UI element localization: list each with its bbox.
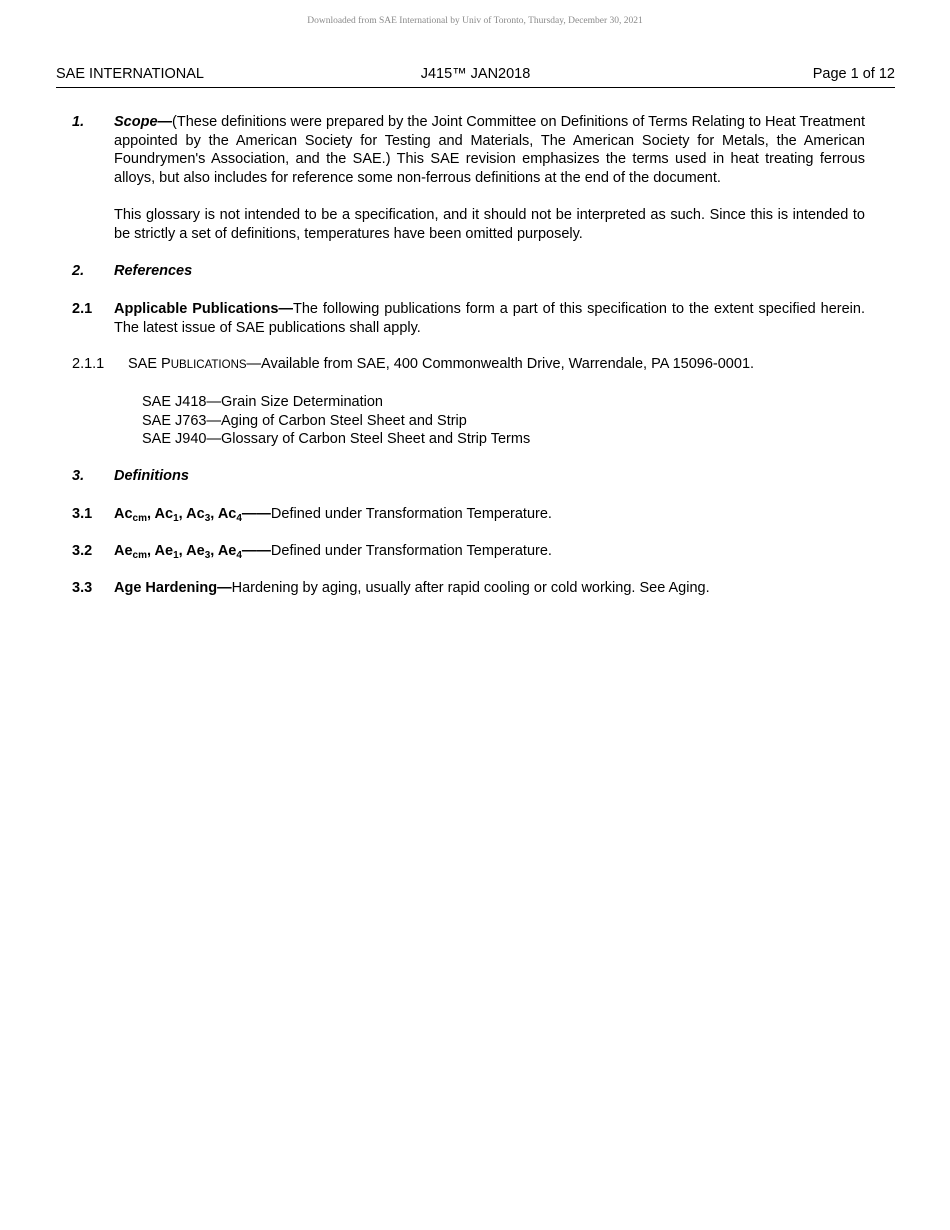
page-header — [56, 66, 895, 88]
section-number: 3.1 — [72, 506, 93, 522]
section-2-1-applicable-publications — [72, 300, 865, 337]
section-3-definitions — [72, 467, 865, 486]
section-text: The following publications form a part of this specification to the extent specified herein. The latest issue of SAE publications shall apply. — [114, 301, 865, 336]
definition-body — [114, 542, 865, 561]
section-body — [128, 355, 865, 375]
section-number: 2.1.1 — [72, 356, 105, 372]
definition-3-3 — [72, 579, 865, 598]
definition-3-2 — [72, 542, 865, 561]
definition-body — [114, 579, 865, 598]
definition-term: $Ac_{cm}$, $Ac_1$, $Ac_3$, $Ac_4——$ — [114, 506, 271, 524]
definition-body — [114, 505, 865, 524]
header-document-id: J415™ JAN2018 — [420, 66, 531, 82]
list-item: SAE J940—Glossary of Carbon Steel Sheet and Strip Terms — [142, 431, 531, 448]
section-text: (These definitions were prepared by the Joint Committee on Definitions of Terms Relating to Heat Treatment appointed by the American Society for Testing and Materials, The American Society for Metals, the American Foundrymen's Association, and the SAE.) This SAE revision emphasizes the terms used in heat treating ferrous alloys, but also includes for reference some non-ferrous definitions at the end of the document. — [114, 114, 865, 187]
definition-term: $Ae_{cm}$, $Ae_1$, $Ae_3$, $Ae_4——$ — [114, 543, 271, 561]
section-1-scope — [72, 113, 865, 188]
definition-3-1 — [72, 505, 865, 524]
definition-text: Hardening by aging, usually after rapid cooling or cold working. See Aging. — [231, 580, 710, 596]
section-title-smallcaps: UBLICATIONS — [170, 359, 247, 371]
header-publisher: SAE INTERNATIONAL — [56, 66, 204, 82]
section-number: 3. — [72, 468, 85, 484]
section-body — [114, 467, 865, 486]
section-text: —Available from SAE, 400 Commonwealth Drive, Warrendale, PA 15096-0001. — [246, 356, 755, 372]
section-title-prefix: SAE P — [128, 356, 171, 372]
download-watermark: Downloaded from SAE International by Univ of Toronto, Thursday, December 30, 2021 — [307, 16, 643, 26]
section-2-references — [72, 262, 865, 281]
section-number: 1. — [72, 114, 85, 130]
section-title: Applicable Publications— — [114, 301, 293, 317]
section-body — [114, 113, 865, 188]
section-title: Definitions — [114, 468, 189, 484]
section-number: 3.3 — [72, 580, 93, 596]
section-2-1-1-sae-publications — [72, 355, 865, 375]
header-page-number: Page 1 of 12 — [812, 66, 895, 82]
section-title: References — [114, 263, 193, 279]
definition-text: Defined under Transformation Temperature. — [270, 506, 552, 522]
section-number: 2. — [72, 263, 85, 279]
definition-text: Defined under Transformation Temperature. — [270, 543, 552, 559]
paragraph-text: This glossary is not intended to be a specification, and it should not be interpreted as such. Since this is intended to be strictly a set of definitions, temperatures have been omitted purposely. — [114, 207, 865, 242]
section-body — [114, 300, 865, 337]
list-item: SAE J418—Grain Size Determination — [142, 394, 383, 410]
publication-list — [72, 393, 865, 449]
definition-term: Age Hardening— — [114, 580, 232, 596]
section-1-paragraph-2 — [72, 206, 865, 243]
section-body — [114, 262, 865, 281]
list-item: SAE J763—Aging of Carbon Steel Sheet and Strip — [142, 412, 467, 429]
section-title: Scope— — [114, 114, 173, 130]
section-number: 2.1 — [72, 301, 93, 317]
section-number: 3.2 — [72, 543, 93, 559]
